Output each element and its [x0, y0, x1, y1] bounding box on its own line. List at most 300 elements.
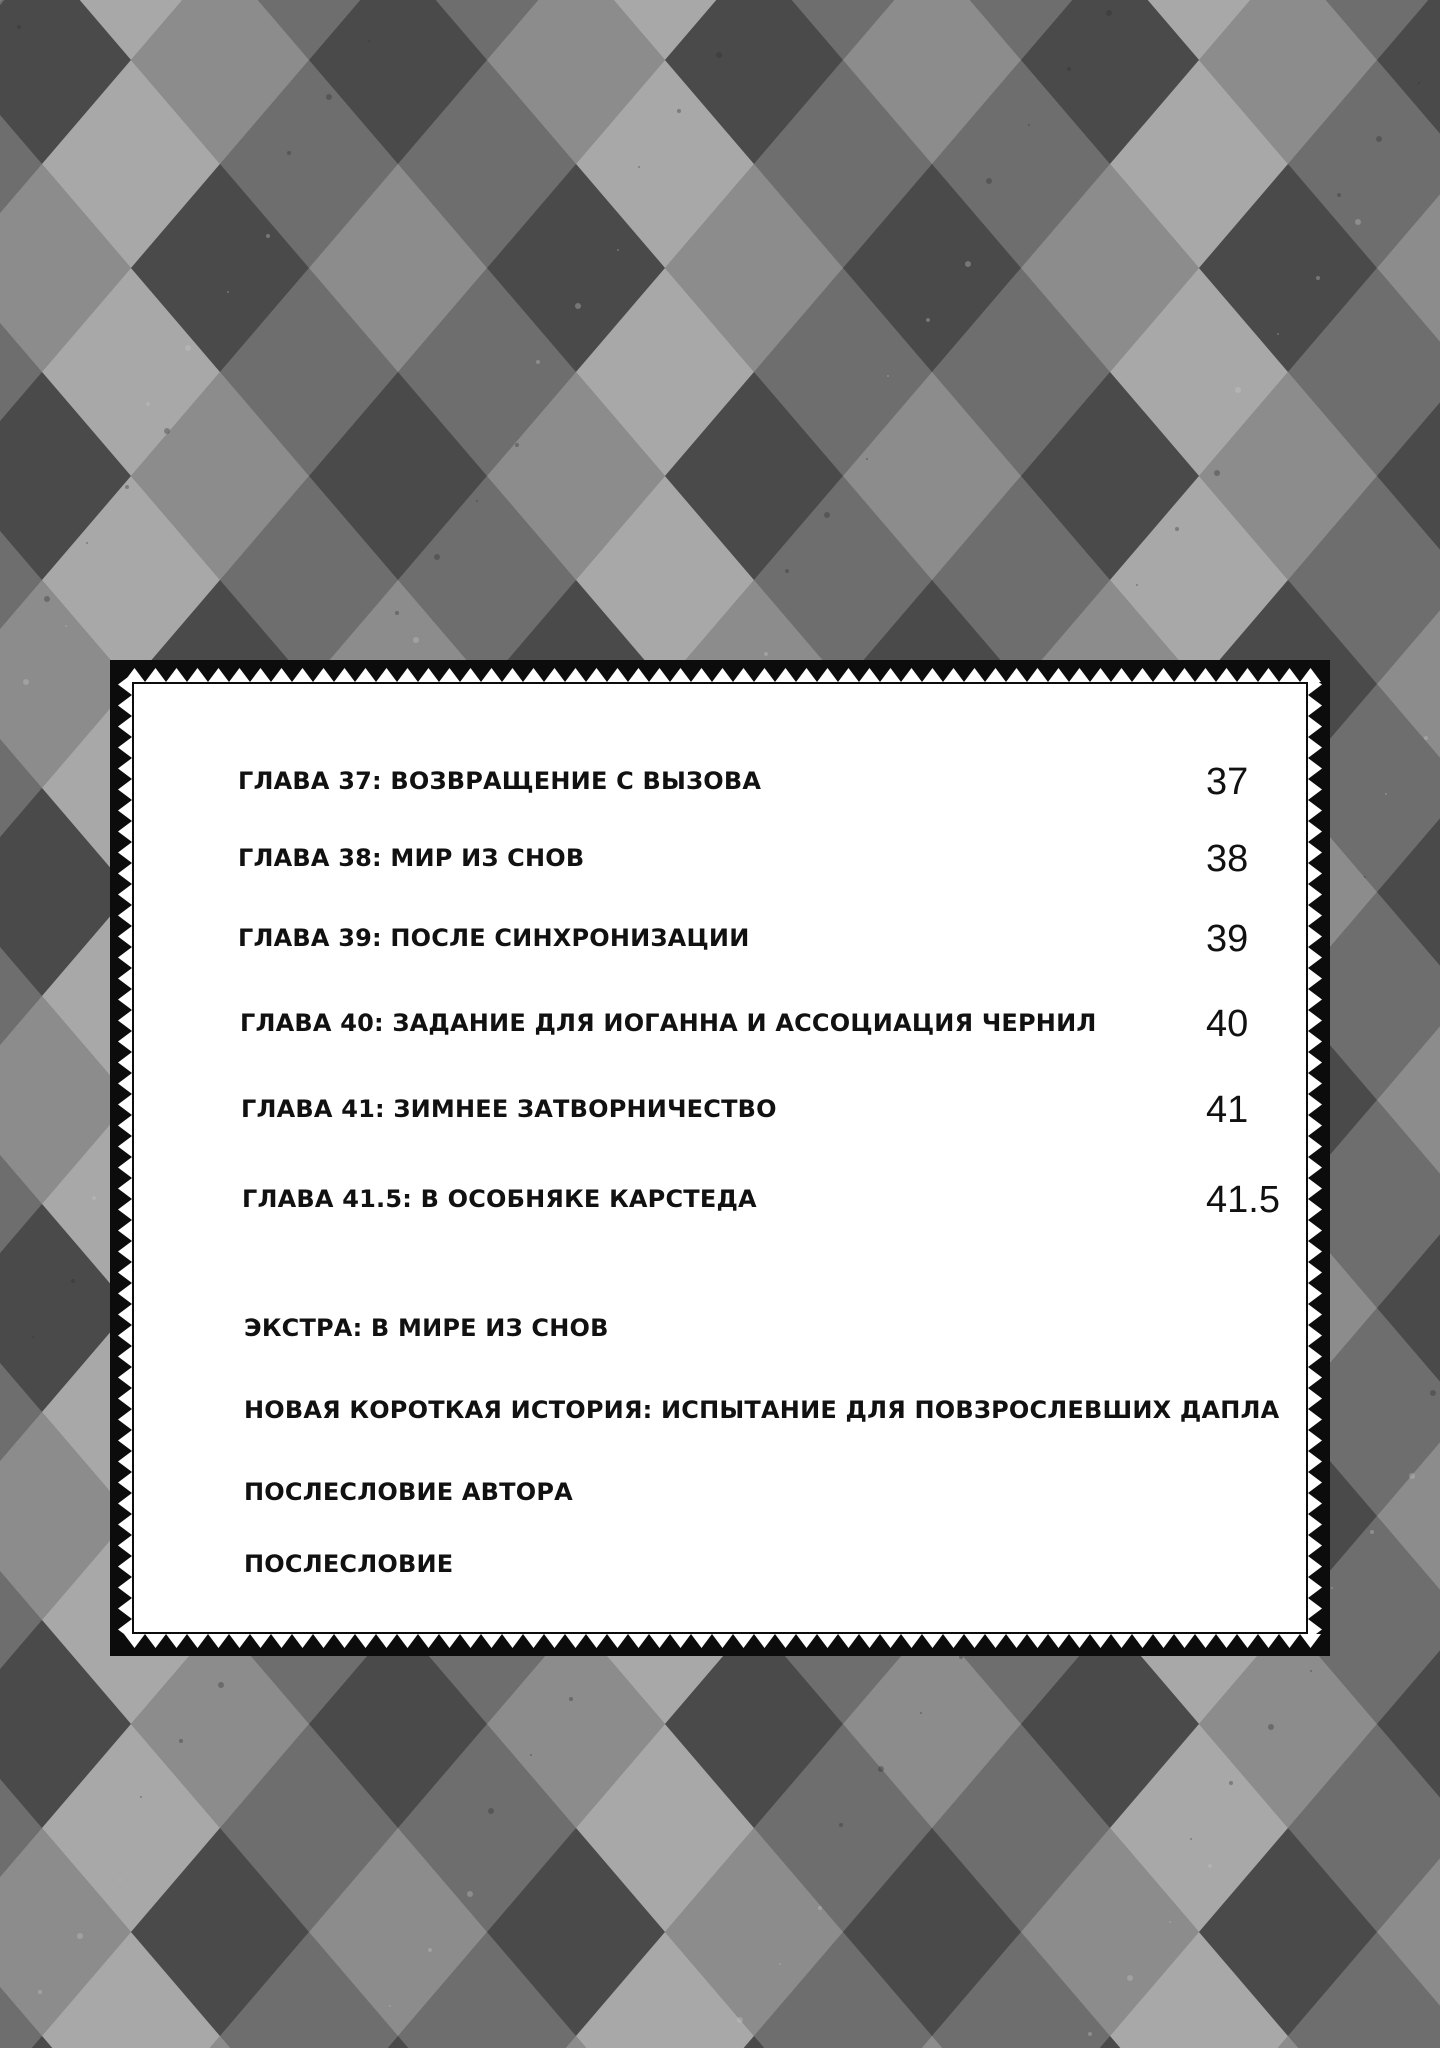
grunge-speck	[326, 94, 332, 100]
toc-chapter-page: 41	[1206, 1089, 1249, 1131]
toc-chapter-title: ГЛАВА 41: ЗИМНЕЕ ЗАТВОРНИЧЕСТВО	[241, 1095, 777, 1123]
border-scallop	[118, 1430, 132, 1451]
border-scallop	[985, 1634, 1006, 1648]
border-scallop	[691, 1634, 712, 1648]
grunge-speck	[785, 569, 789, 573]
border-scallop	[964, 1634, 985, 1648]
grunge-speck	[1229, 1781, 1233, 1785]
grunge-speck	[887, 375, 889, 377]
border-scallop	[1308, 1115, 1322, 1136]
border-scallop	[901, 668, 922, 682]
border-scallop	[481, 668, 502, 682]
toc-chapter-page: 40	[1206, 1003, 1249, 1045]
border-scallop	[1308, 1367, 1322, 1388]
border-scallop	[1308, 1577, 1322, 1598]
border-scallop	[607, 1634, 628, 1648]
border-scallop	[1308, 1304, 1322, 1325]
border-scallop	[544, 1634, 565, 1648]
toc-frame	[110, 660, 1330, 1656]
border-scallop	[901, 1634, 922, 1648]
border-scallop	[1308, 1325, 1322, 1346]
border-scallop	[145, 668, 166, 682]
border-scallop	[1308, 1472, 1322, 1493]
toc-chapter-page: 39	[1206, 918, 1249, 960]
border-scallop	[1048, 1634, 1069, 1648]
border-scallop	[334, 668, 355, 682]
border-scallop	[1308, 1094, 1322, 1115]
border-scallop	[817, 668, 838, 682]
toc-extra-afterword[interactable]	[134, 1544, 1306, 1594]
border-scallop	[1308, 695, 1322, 716]
grunge-speck	[467, 1891, 473, 1897]
border-scallop	[334, 1634, 355, 1648]
border-scallop	[118, 1031, 132, 1052]
border-scallop	[355, 1634, 376, 1648]
border-scallop	[859, 668, 880, 682]
table-of-contents	[134, 684, 1306, 1632]
grunge-speck	[536, 360, 540, 364]
border-scallop	[1237, 1634, 1258, 1648]
toc-chapter-page: 37	[1206, 761, 1249, 803]
grunge-speck	[1310, 1670, 1312, 1672]
border-scallop	[397, 668, 418, 682]
border-scallop	[1308, 1178, 1322, 1199]
border-scallop	[118, 1136, 132, 1157]
border-scallop	[1216, 668, 1237, 682]
grunge-speck	[1190, 1838, 1192, 1840]
border-scallop	[118, 1304, 132, 1325]
grunge-speck	[965, 261, 971, 267]
border-scallop	[1308, 1514, 1322, 1535]
border-scallop	[1308, 800, 1322, 821]
grunge-speck	[1331, 1587, 1333, 1589]
grunge-speck	[1067, 67, 1071, 71]
border-scallop	[1308, 926, 1322, 947]
border-scallop	[1308, 947, 1322, 968]
grunge-speck	[1424, 736, 1428, 740]
border-scallop	[1153, 668, 1174, 682]
grunge-speck	[1376, 136, 1382, 142]
border-scallop	[817, 1634, 838, 1648]
border-scallop	[1308, 779, 1322, 800]
grunge-speck	[86, 542, 88, 544]
grunge-speck	[92, 1196, 96, 1200]
border-scallop	[1308, 842, 1322, 863]
border-scallop	[355, 668, 376, 682]
border-scallop	[523, 1634, 544, 1648]
grunge-speck	[1268, 1724, 1274, 1730]
grunge-speck	[119, 1879, 121, 1881]
border-scallop	[118, 695, 132, 716]
border-scallop	[1111, 1634, 1132, 1648]
grunge-speck	[569, 1697, 573, 1701]
grunge-speck	[1409, 1473, 1415, 1479]
border-scallop	[118, 947, 132, 968]
grunge-speck	[1370, 1530, 1374, 1534]
border-scallop	[1308, 1262, 1322, 1283]
border-scallop	[1308, 1388, 1322, 1409]
border-scallop	[145, 1634, 166, 1648]
border-scallop	[229, 668, 250, 682]
border-scallop	[418, 1634, 439, 1648]
border-scallop	[1006, 1634, 1027, 1648]
border-scallop	[1308, 1199, 1322, 1220]
border-scallop	[187, 668, 208, 682]
border-scallop	[565, 1634, 586, 1648]
grunge-speck	[125, 485, 129, 489]
border-scallop	[118, 968, 132, 989]
border-scallop	[118, 1073, 132, 1094]
border-scallop	[1027, 1634, 1048, 1648]
grunge-speck	[1364, 876, 1366, 878]
grunge-speck	[428, 1948, 432, 1952]
border-scallop	[1308, 905, 1322, 926]
grunge-speck	[1235, 387, 1241, 393]
toc-chapter-title: ГЛАВА 39: ПОСЛЕ СИНХРОНИЗАЦИИ	[238, 924, 750, 952]
border-scallop	[649, 1634, 670, 1648]
border-scallop	[649, 668, 670, 682]
border-scallop	[943, 668, 964, 682]
border-scallop	[1069, 668, 1090, 682]
border-scallop	[1308, 1052, 1322, 1073]
border-scallop	[118, 1514, 132, 1535]
border-scallop	[1308, 1556, 1322, 1577]
border-scallop	[118, 1283, 132, 1304]
border-scallop	[118, 821, 132, 842]
border-scallop	[1132, 1634, 1153, 1648]
grunge-speck	[413, 637, 419, 643]
border-scallop	[118, 1010, 132, 1031]
grunge-speck	[23, 679, 29, 685]
grunge-speck	[839, 1823, 843, 1827]
border-scallop	[313, 668, 334, 682]
border-scallop	[754, 668, 775, 682]
border-scallop	[1308, 1157, 1322, 1178]
grunge-speck	[71, 1279, 75, 1283]
grunge-speck	[1208, 1864, 1212, 1868]
border-scallop	[118, 716, 132, 737]
border-scallop	[922, 668, 943, 682]
border-scallop	[1090, 1634, 1111, 1648]
grunge-speck	[1214, 470, 1220, 476]
grunge-speck	[32, 1336, 34, 1338]
border-scallop	[118, 1241, 132, 1262]
border-scallop	[796, 668, 817, 682]
border-scallop	[118, 1556, 132, 1577]
grunge-speck	[179, 1739, 183, 1743]
border-scallop	[118, 1199, 132, 1220]
grunge-speck	[824, 512, 830, 518]
border-scallop	[964, 668, 985, 682]
toc-chapter-40[interactable]	[134, 1003, 1306, 1053]
border-scallop	[460, 668, 481, 682]
border-scallop	[586, 668, 607, 682]
border-scallop	[796, 1634, 817, 1648]
grunge-speck	[185, 345, 191, 351]
grunge-speck	[17, 25, 21, 29]
grunge-speck	[1316, 276, 1320, 280]
border-scallop	[118, 1346, 132, 1367]
grunge-speck	[1418, 82, 1420, 84]
border-scallop	[376, 1634, 397, 1648]
border-scallop	[1308, 968, 1322, 989]
border-scallop	[118, 1472, 132, 1493]
border-scallop	[1308, 1010, 1322, 1031]
border-scallop	[1308, 1535, 1322, 1556]
border-scallop	[1308, 1283, 1322, 1304]
border-scallop	[1279, 668, 1300, 682]
border-scallop	[292, 668, 313, 682]
border-scallop	[1308, 989, 1322, 1010]
grunge-speck	[1169, 1921, 1171, 1923]
border-scallop	[1258, 668, 1279, 682]
toc-chapter-38[interactable]	[134, 838, 1306, 888]
border-scallop	[418, 668, 439, 682]
grunge-speck	[866, 458, 868, 460]
border-scallop	[118, 779, 132, 800]
grunge-speck	[926, 318, 930, 322]
grunge-speck	[44, 596, 50, 602]
border-scallop	[523, 668, 544, 682]
border-scallop	[502, 668, 523, 682]
grunge-speck	[818, 1906, 822, 1910]
border-scallop	[1048, 668, 1069, 682]
border-scallop	[118, 1619, 132, 1640]
toc-extra-title: НОВАЯ КОРОТКАЯ ИСТОРИЯ: ИСПЫТАНИЕ ДЛЯ ПОВЗРОСЛЕВШИХ ДАПЛА	[244, 1396, 1280, 1424]
border-scallop	[118, 1388, 132, 1409]
grunge-speck	[77, 1933, 83, 1939]
border-scallop	[1308, 716, 1322, 737]
border-scallop	[1174, 1634, 1195, 1648]
border-scallop	[166, 1634, 187, 1648]
toc-extra-title: ПОСЛЕСЛОВИЕ	[244, 1550, 454, 1578]
border-scallop	[1090, 668, 1111, 682]
border-scallop	[670, 1634, 691, 1648]
border-scallop	[118, 926, 132, 947]
border-scallop	[1308, 1220, 1322, 1241]
grunge-speck	[389, 2005, 391, 2007]
grunge-speck	[1127, 1975, 1133, 1981]
grunge-speck	[779, 1963, 781, 1965]
border-scallop	[1308, 821, 1322, 842]
border-scallop	[1027, 668, 1048, 682]
border-scallop	[754, 1634, 775, 1648]
border-scallop	[1237, 668, 1258, 682]
border-scallop	[1153, 1634, 1174, 1648]
border-scallop	[118, 800, 132, 821]
border-scallop	[586, 1634, 607, 1648]
border-scallop	[733, 1634, 754, 1648]
border-scallop	[208, 1634, 229, 1648]
grunge-speck	[1136, 584, 1138, 586]
border-scallop	[118, 905, 132, 926]
border-scallop	[544, 668, 565, 682]
grunge-speck	[1385, 793, 1387, 795]
border-scallop	[628, 1634, 649, 1648]
grunge-speck	[716, 52, 722, 58]
border-scallop	[118, 1157, 132, 1178]
border-scallop	[118, 989, 132, 1010]
grunge-speck	[1028, 124, 1030, 126]
border-scallop	[271, 1634, 292, 1648]
border-scallop	[1195, 1634, 1216, 1648]
border-scallop	[670, 668, 691, 682]
border-scallop	[376, 668, 397, 682]
toc-chapter-page: 38	[1206, 838, 1249, 880]
grunge-speck	[878, 1766, 884, 1772]
toc-chapter-title: ГЛАВА 41.5: В ОСОБНЯКЕ КАРСТЕДА	[242, 1185, 757, 1213]
border-scallop	[118, 737, 132, 758]
toc-chapter-title: ГЛАВА 40: ЗАДАНИЕ ДЛЯ ИОГАННА И АССОЦИАЦИЯ ЧЕРНИЛ	[240, 1009, 1097, 1037]
toc-extra-title: ЭКСТРА: В МИРЕ ИЗ СНОВ	[244, 1314, 609, 1342]
grunge-speck	[266, 234, 270, 238]
border-scallop	[313, 1634, 334, 1648]
border-scallop	[118, 1535, 132, 1556]
border-scallop	[565, 668, 586, 682]
border-scallop	[502, 1634, 523, 1648]
border-scallop	[118, 1052, 132, 1073]
border-scallop	[1308, 1073, 1322, 1094]
grunge-speck	[395, 611, 399, 615]
grunge-speck	[1088, 2032, 1092, 2036]
grunge-speck	[434, 554, 440, 560]
border-scallop	[1111, 668, 1132, 682]
border-scallop	[118, 1598, 132, 1619]
border-scallop	[775, 1634, 796, 1648]
border-scallop	[1308, 1451, 1322, 1472]
toc-extra-author-afterword[interactable]	[134, 1472, 1306, 1522]
border-scallop	[712, 1634, 733, 1648]
border-scallop	[1195, 668, 1216, 682]
grunge-speck	[530, 1754, 532, 1756]
border-scallop	[118, 863, 132, 884]
toc-chapter-37[interactable]	[134, 761, 1306, 811]
grunge-speck	[287, 151, 291, 155]
border-scallop	[292, 1634, 313, 1648]
border-scallop	[775, 668, 796, 682]
grunge-speck	[476, 500, 478, 502]
border-scallop	[118, 1577, 132, 1598]
border-scallop	[1216, 1634, 1237, 1648]
border-scallop	[250, 668, 271, 682]
border-scallop	[118, 1367, 132, 1388]
border-scallop	[859, 1634, 880, 1648]
border-scallop	[118, 1451, 132, 1472]
grunge-speck	[1430, 1390, 1436, 1396]
grunge-speck	[575, 303, 581, 309]
grunge-speck	[1355, 219, 1361, 225]
border-scallop	[118, 1493, 132, 1514]
border-scallop	[943, 1634, 964, 1648]
grunge-speck	[1106, 10, 1112, 16]
border-scallop	[628, 668, 649, 682]
border-scallop	[1308, 758, 1322, 779]
border-scallop	[838, 1634, 859, 1648]
grunge-speck	[38, 1990, 42, 1994]
border-scallop	[439, 1634, 460, 1648]
grunge-speck	[515, 443, 519, 447]
toc-extra-dream-world[interactable]	[134, 1308, 1306, 1358]
border-scallop	[118, 1115, 132, 1136]
border-scallop	[1308, 1136, 1322, 1157]
toc-chapter-title: ГЛАВА 38: МИР ИЗ СНОВ	[238, 844, 585, 872]
border-scallop	[712, 668, 733, 682]
grunge-speck	[218, 1682, 224, 1688]
border-scallop	[733, 668, 754, 682]
toc-chapter-41-5[interactable]	[134, 1179, 1306, 1229]
toc-chapter-page: 41.5	[1206, 1179, 1280, 1221]
grunge-speck	[764, 652, 768, 656]
grunge-speck	[1175, 527, 1179, 531]
grunge-speck	[368, 40, 370, 42]
border-scallop	[1132, 668, 1153, 682]
border-scallop	[118, 1094, 132, 1115]
toc-chapter-title: ГЛАВА 37: ВОЗВРАЩЕНИЕ С ВЫЗОВА	[238, 767, 762, 795]
border-scallop	[880, 1634, 901, 1648]
grunge-speck	[638, 166, 640, 168]
border-scallop	[1308, 1241, 1322, 1262]
border-scallop	[481, 1634, 502, 1648]
border-scallop	[1006, 668, 1027, 682]
border-scallop	[118, 674, 132, 695]
border-scallop	[118, 1262, 132, 1283]
border-scallop	[271, 668, 292, 682]
grunge-speck	[1277, 333, 1279, 335]
border-scallop	[691, 668, 712, 682]
border-scallop	[922, 1634, 943, 1648]
border-scallop	[1174, 668, 1195, 682]
toc-chapter-39[interactable]	[134, 918, 1306, 968]
grunge-speck	[488, 1808, 494, 1814]
border-scallop	[166, 668, 187, 682]
border-scallop	[1069, 1634, 1090, 1648]
toc-chapter-41[interactable]	[134, 1089, 1306, 1139]
border-scallop	[118, 1178, 132, 1199]
grunge-speck	[986, 178, 992, 184]
grunge-speck	[164, 428, 170, 434]
border-scallop	[1308, 1031, 1322, 1052]
border-scallop	[1308, 1409, 1322, 1430]
border-scallop	[439, 668, 460, 682]
grunge-speck	[227, 291, 229, 293]
border-scallop	[250, 1634, 271, 1648]
border-scallop	[985, 668, 1006, 682]
border-scallop	[118, 1325, 132, 1346]
grunge-speck	[146, 402, 150, 406]
toc-extra-short-story[interactable]	[134, 1390, 1306, 1440]
toc-extra-title: ПОСЛЕСЛОВИЕ АВТОРА	[244, 1478, 573, 1506]
grunge-speck	[65, 625, 67, 627]
border-scallop	[1308, 1493, 1322, 1514]
border-scallop	[118, 1409, 132, 1430]
border-scallop	[118, 1220, 132, 1241]
border-scallop	[838, 668, 859, 682]
border-scallop	[1308, 1346, 1322, 1367]
grunge-speck	[617, 249, 619, 251]
border-scallop	[1279, 1634, 1300, 1648]
border-scallop	[1308, 884, 1322, 905]
border-scallop	[1308, 1598, 1322, 1619]
border-scallop	[397, 1634, 418, 1648]
border-scallop	[1308, 863, 1322, 884]
grunge-speck	[140, 1796, 142, 1798]
grunge-speck	[737, 2017, 743, 2023]
border-scallop	[229, 1634, 250, 1648]
grunge-speck	[920, 1712, 922, 1714]
border-scallop	[118, 758, 132, 779]
border-scallop	[880, 668, 901, 682]
grunge-speck	[1337, 193, 1341, 197]
